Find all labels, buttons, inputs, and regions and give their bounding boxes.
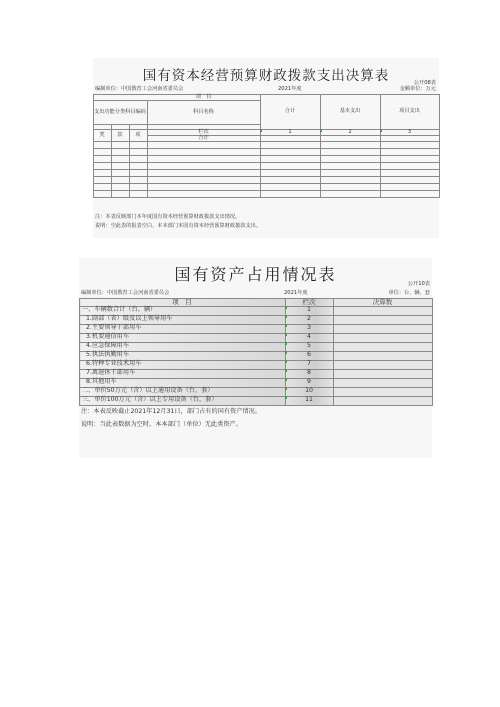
row-label: 一、车辆数合计（台、辆） xyxy=(82,306,157,314)
table-explanation: 说明：空此表的报表空白，本本部门本国有资本经营预算财政拨款支出。 xyxy=(95,223,262,229)
cell-marker xyxy=(285,306,287,309)
cell-marker xyxy=(285,360,287,363)
cell-marker xyxy=(380,129,382,132)
header-hangci: 栏次 xyxy=(302,297,316,306)
header-function-code: 支出功能分类科目编码 xyxy=(94,108,146,115)
compiling-unit: 编制单位：中国教育工会河南省委员会 xyxy=(95,86,184,92)
form-number: 公开08表 xyxy=(413,80,436,86)
table-note: 注：本表反映截止2021年12月31日，部门占有的国有资产情况。 xyxy=(81,408,261,415)
header-project-expenditure: 项目支出 xyxy=(399,108,420,115)
table-note: 注：本表反映部门本年度国有资本经营预算财政拨款支出情况。 xyxy=(95,214,241,220)
cell-marker xyxy=(285,378,287,381)
cell-marker xyxy=(285,315,287,318)
row-number: 11 xyxy=(305,396,313,404)
row-label: 3.机要通信用车 xyxy=(86,333,130,341)
cell-marker xyxy=(320,129,322,132)
cell-marker xyxy=(285,369,287,372)
row-number: 3 xyxy=(307,324,311,332)
header-total: 合计 xyxy=(284,108,296,115)
header-lei: 类 xyxy=(99,131,105,138)
budget-expenditure-sheet xyxy=(93,58,439,238)
cell-marker xyxy=(285,396,287,399)
row-number: 1 xyxy=(307,306,311,314)
column-number-1: 1 xyxy=(288,128,292,135)
row-label: 6.特种专业技术用车 xyxy=(86,360,142,368)
compiling-unit: 编制单位：中国教育工会河南省委员会 xyxy=(81,290,170,296)
row-hangci-label: 栏次 xyxy=(198,128,209,135)
sheet-title: 国有资产占用情况表 xyxy=(174,265,337,284)
row-number: 2 xyxy=(307,315,311,323)
header-item: 项 目 xyxy=(172,297,192,306)
header-project: 项 目 xyxy=(195,93,212,100)
row-number: 9 xyxy=(307,378,311,386)
row-label: 三、单价100万元（含）以上专用设备（台，套） xyxy=(82,396,218,404)
row-number: 5 xyxy=(307,342,311,350)
amount-unit: 金额单位：万元 xyxy=(399,86,436,92)
row-label: 7.离退休干部用车 xyxy=(86,369,136,377)
sheet-title: 国有资本经营预算财政拨款支出决算表 xyxy=(142,68,390,84)
fiscal-year: 2021年度 xyxy=(278,86,302,92)
header-basic-expenditure: 基本支出 xyxy=(339,108,361,115)
cell-marker xyxy=(260,129,262,132)
row-number: 8 xyxy=(307,369,311,377)
header-subject-name: 科目名称 xyxy=(193,108,214,115)
quantity-unit: 单位：台、辆、套 xyxy=(388,290,430,296)
row-label: 2.主要领导干部用车 xyxy=(86,324,142,332)
cell-marker xyxy=(285,387,287,390)
row-number: 10 xyxy=(305,387,313,395)
cell-marker xyxy=(285,342,287,345)
row-label: 8.其他用车 xyxy=(86,378,117,386)
fiscal-year: 2021年度 xyxy=(284,290,308,296)
form-number: 公开10表 xyxy=(407,281,430,287)
row-heji-label: 合计 xyxy=(198,134,209,141)
row-number: 6 xyxy=(307,351,311,359)
header-xiang: 项 xyxy=(135,131,141,138)
column-number-3: 3 xyxy=(407,128,412,135)
row-label: 5.执法执勤用车 xyxy=(86,351,130,359)
cell-marker xyxy=(285,324,287,327)
table-explanation: 说明：当此表数据为空时，本本部门（单位）无此类资产。 xyxy=(81,421,242,428)
cell-marker xyxy=(285,351,287,354)
row-number: 7 xyxy=(307,360,311,368)
row-label: 4.应急保障用车 xyxy=(86,342,130,350)
row-label: 二、单价50万元（含）以上通用设备（台，套） xyxy=(82,387,214,395)
column-number-2: 2 xyxy=(348,128,352,135)
row-number: 4 xyxy=(307,333,311,341)
asset-occupancy-sheet xyxy=(79,258,432,458)
row-label: 1.副部（省）级及以上领导用车 xyxy=(86,315,173,323)
cell-marker xyxy=(285,333,287,336)
header-final-amount: 决算数 xyxy=(372,297,393,306)
header-kuan: 款 xyxy=(117,131,123,138)
